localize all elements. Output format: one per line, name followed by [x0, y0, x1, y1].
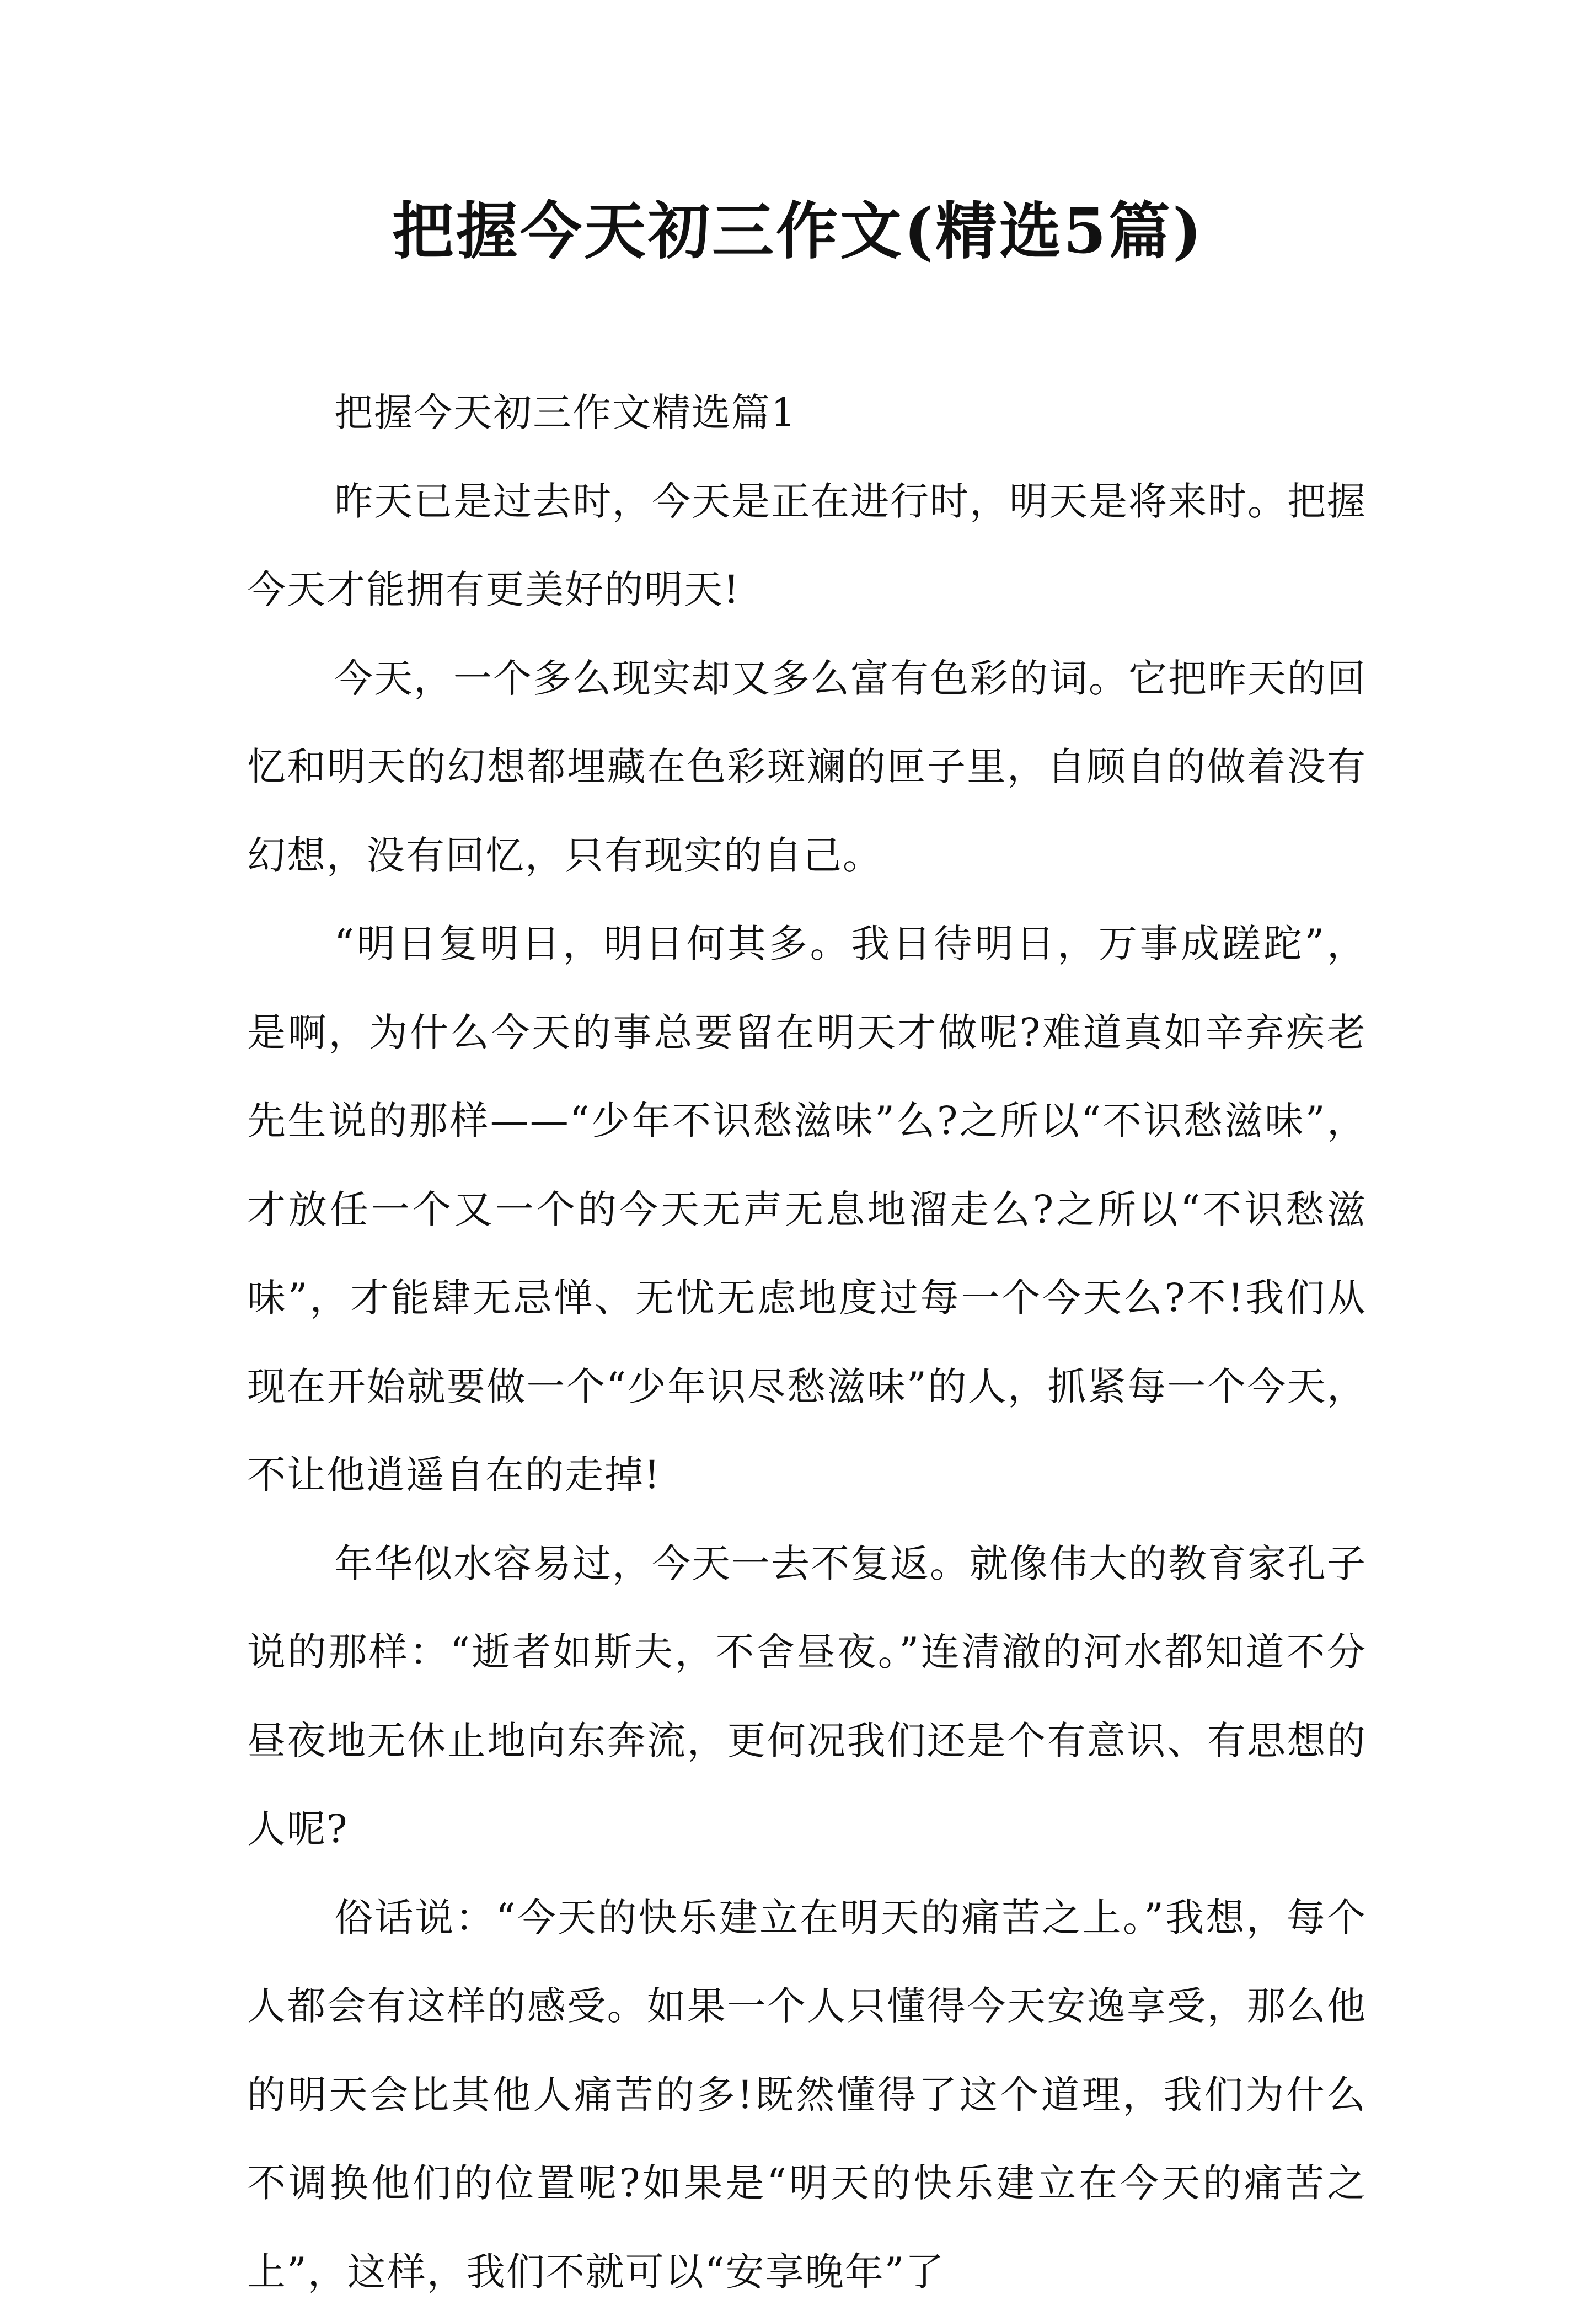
paragraph: “明日复明日，明日何其多。我日待明日，万事成蹉跎”，是啊，为什么今天的事总要留在明天才做呢?难道真如辛弃疾老先生说的那样——“少年不识愁滋味”么?之所以“不识愁滋味”，才放任一个又一个的今天无声无息地溜走么?之所以“不识愁滋味”，才能肆无忌惮、无忧无虑地度过每一个今天么?不!我们从现在开始就要做一个“少年识尽愁滋味”的人，抓紧每一个今天，不让他逍遥自在的走掉! — [247, 900, 1367, 1520]
paragraph: 今天，一个多么现实却又多么富有色彩的词。它把昨天的回忆和明天的幻想都埋藏在色彩斑斓的匣子里，自顾自的做着没有幻想，没有回忆，只有现实的自己。 — [247, 634, 1367, 900]
paragraph: 昨天已是过去时，今天是正在进行时，明天是将来时。把握今天才能拥有更美好的明天! — [247, 457, 1367, 634]
document-body — [247, 368, 1367, 2316]
paragraph: 年华似水容易过，今天一去不复返。就像伟大的教育家孔子说的那样：“逝者如斯夫，不舍昼夜。”连清澈的河水都知道不分昼夜地无休止地向东奔流，更何况我们还是个有意识、有思想的人呢? — [247, 1520, 1367, 1874]
paragraph: 俗话说：“今天的快乐建立在明天的痛苦之上。”我想，每个人都会有这样的感受。如果一个人只懂得今天安逸享受，那么他的明天会比其他人痛苦的多!既然懂得了这个道理，我们为什么不调换他们的位置呢?如果是“明天的快乐建立在今天的痛苦之上”，这样，我们不就可以“安享晚年”了 — [247, 1874, 1367, 2316]
page-title: 把握今天初三作文(精选5篇) — [0, 190, 1596, 273]
section-heading: 把握今天初三作文精选篇1 — [247, 368, 1367, 457]
